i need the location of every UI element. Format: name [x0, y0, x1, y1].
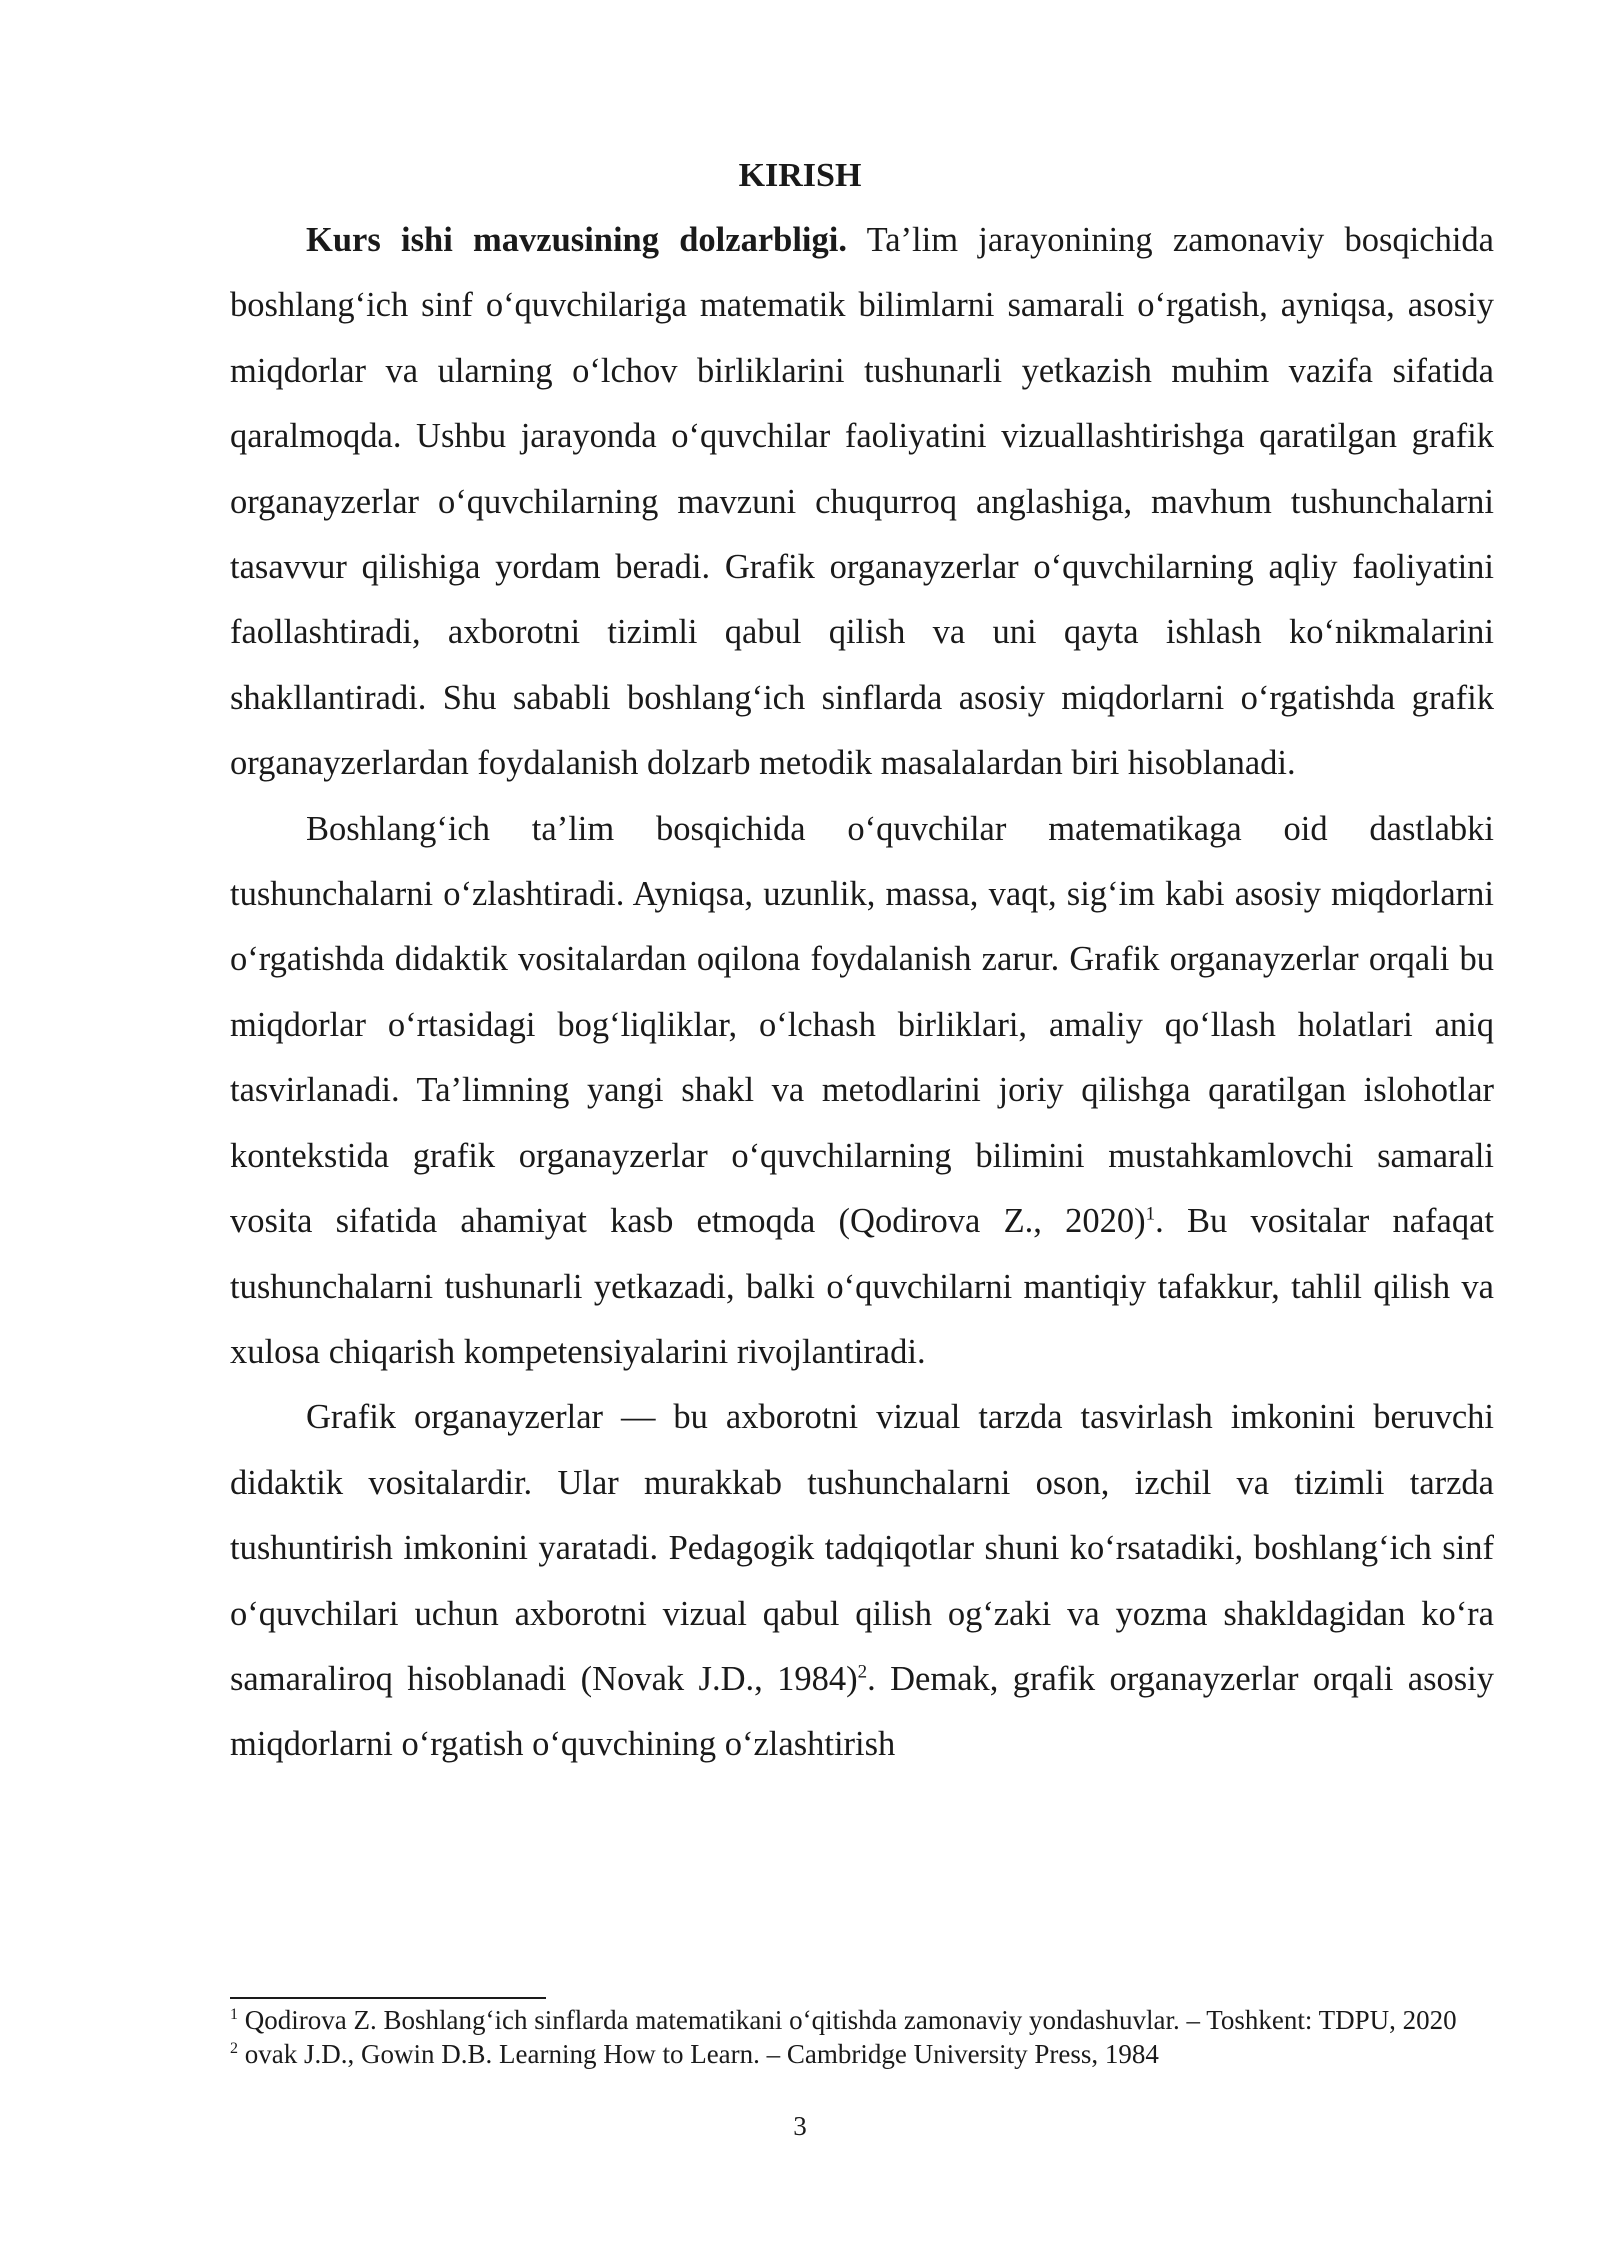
body-text	[230, 208, 1494, 1778]
paragraph-text: Grafik organayzerlar — bu axborotni vizual tarzda tasvirlash imkonini beruvchi didaktik vositalardir. Ular murakkab tushunchalarni oson, izchil va tizimli tarzda tushuntirish imkonini yaratadi. Pedagogik tadqiqotlar shuni ko‘rsatadiki, boshlang‘ich sinf o‘quvchilari uchun axborotni vizual qabul qilish og‘zaki va yozma shakldagidan ko‘ra samaraliroq hisoblanadi (Novak J.D., 1984)	[230, 1398, 1494, 1698]
footnote-mark: 1	[230, 2006, 238, 2023]
paragraph-text: Boshlang‘ich ta’lim bosqichida o‘quvchilar matematikaga oid dastlabki tushunchalarni o‘zlashtiradi. Ayniqsa, uzunlik, massa, vaqt, sig‘im kabi asosiy miqdorlarni o‘rgatishda didaktik vositalardan oqilona foydalanish zarur. Grafik organayzerlar orqali bu miqdorlar o‘rtasidagi bog‘liqliklar, o‘lchash birliklari, amaliy qo‘llash holatlari aniq tasvirlanadi. Ta’limning yangi shakl va metodlarini joriy qilishga qaratilgan islohotlar kontekstida grafik organayzerlar o‘quvchilarning bilimini mustahkamlovchi samarali vosita sifatida ahamiyat kasb etmoqda (Qodirova Z., 2020)	[230, 809, 1494, 1241]
footnote-2	[230, 2037, 1494, 2071]
paragraph-text: . Demak, grafik organayzerlar orqali asosiy miqdorlarni o‘rgatish o‘quvchining o‘zlashtirish	[230, 1659, 1495, 1764]
footnotes	[230, 2003, 1494, 2071]
footnote-separator	[230, 1997, 546, 1999]
page-heading: KIRISH	[738, 157, 862, 194]
footnote-text: Qodirova Z. Boshlang‘ich sinflarda matematikani o‘qitishda zamonaviy yondashuvlar. – Toshkent: TDPU, 2020	[238, 2005, 1457, 2035]
paragraph-text: Ta’lim jarayonining zamonaviy bosqichida boshlang‘ich sinf o‘quvchilariga matematik bilimlarni samarali o‘rgatish, ayniqsa, asosiy miqdorlar va ularning o‘lchov birliklarini tushunarli yetkazish muhim vazifa sifatida qaralmoqda. Ushbu jarayonda o‘quvchilar faoliyatini vizuallashtirishga qaratilgan grafik organayzerlar o‘quvchilarning mavzuni chuqurroq anglashiga, mavhum tushunchalarni tasavvur qilishiga yordam beradi. Grafik organayzerlar o‘quvchilarning aqliy faoliyatini faollashtiradi, axborotni tizimli qabul qilish va uni qayta ishlash ko‘nikmalarini shakllantiradi. Shu sababli boshlang‘ich sinflarda asosiy miqdorlarni o‘rgatishda grafik organayzerlardan foydalanish dolzarb metodik masalalardan biri hisoblanadi.	[230, 221, 1494, 783]
footnote-reference[interactable]: 1	[1145, 1203, 1156, 1225]
footnote-reference[interactable]: 2	[857, 1661, 868, 1683]
paragraph-text: . Bu vositalar nafaqat tushunchalarni tushunarli yetkazadi, balki o‘quvchilarni mantiqiy tafakkur, tahlil qilish va xulosa chiqarish kompetensiyalarini rivojlantiradi.	[230, 1202, 1494, 1371]
paragraph-lead: Kurs ishi mavzusining dolzarbligi.	[306, 221, 847, 259]
paragraph-2	[230, 797, 1494, 1386]
footnote-mark: 2	[230, 2040, 238, 2057]
footnote-1	[230, 2003, 1494, 2037]
footnote-text: ovak J.D., Gowin D.B. Learning How to Learn. – Cambridge University Press, 1984	[238, 2039, 1159, 2069]
paragraph-1	[230, 208, 1494, 797]
paragraph-3	[230, 1385, 1494, 1777]
page-number: 3	[793, 2111, 807, 2141]
